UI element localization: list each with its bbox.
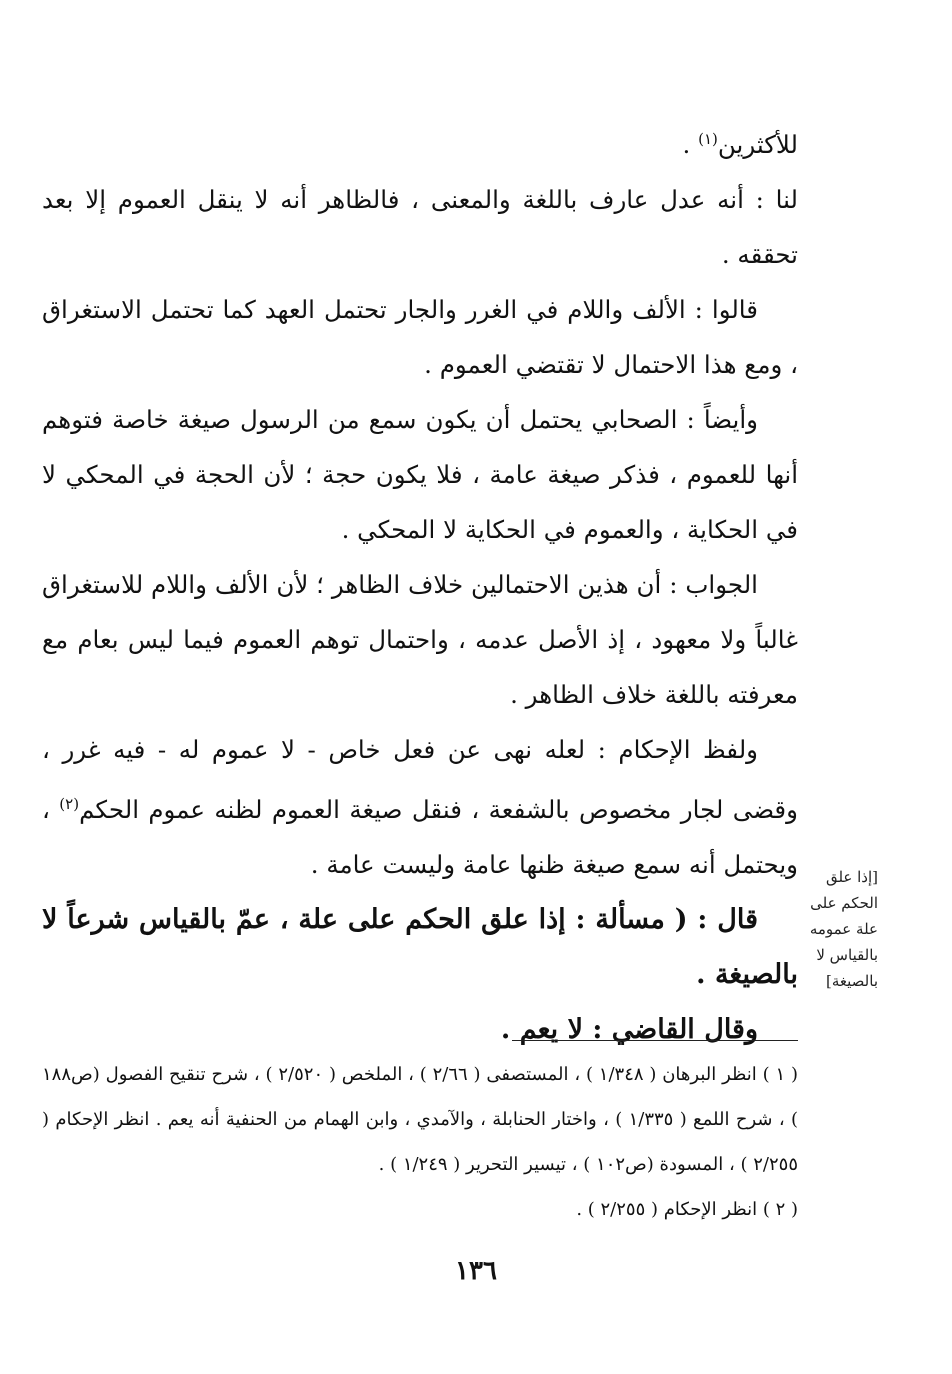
margin-note-line: [إذا علق xyxy=(825,868,878,886)
footnote-divider xyxy=(512,1040,798,1041)
paragraph-1 xyxy=(42,112,798,172)
paragraph-tail: ، ويحتمل أنه سمع صيغة ظنها عامة وليست عامة . xyxy=(42,795,798,880)
margin-note-line: علة عمومه xyxy=(809,920,878,938)
paragraph-5 xyxy=(42,557,798,722)
paragraph-text: للأكثرين xyxy=(717,130,798,160)
paragraph-text: وأيضاً : الصحابي يحتمل أن يكون سمع من الرسول صيغة خاصة فتوهم أنها للعموم ، فذكر صيغة عامة ، فلا يكون حجة ؛ لأن الحجة في المحكي لا في الحكاية ، والعموم في الحكاية لا المحكي . xyxy=(42,405,798,545)
footnote-ref-1[interactable]: (١) xyxy=(698,130,718,148)
margin-note-line: الحكم على xyxy=(810,894,878,912)
paragraph-2 xyxy=(42,172,798,282)
margin-note-line: بالصيغة] xyxy=(826,972,878,990)
paragraph-text: لنا : أنه عدل عارف باللغة والمعنى ، فالظاهر أنه لا ينقل العموم إلا بعد تحققه . xyxy=(42,185,798,270)
paragraph-3 xyxy=(42,282,798,392)
footnote-1: ( ١ ) انظر البرهان ( ١/٣٤٨ ) ، المستصفى ( ٢/٦٦ ) ، الملخص ( ٢/٥٢٠ ) ، شرح تنقيح الفصول (ص١٨٨ ) ، شرح اللمع ( ١/٣٣٥ ) ، واختار الحنابلة ، والآمدي ، وابن الهمام من الحنفية أنه يعم . انظر الإحكام ( ٢/٢٥٥ ) ، المسودة (ص١٠٢ ) ، تيسير التحرير ( ١/٢٤٩ ) . xyxy=(42,1064,798,1175)
paragraph-text: وقال القاضي : لا يعم . xyxy=(500,1014,758,1046)
main-text xyxy=(42,112,798,1057)
paragraph-6 xyxy=(42,722,798,892)
paragraph-text: ولفظ الإحكام : لعله نهى عن فعل خاص - لا عموم له - فيه غرر ، وقضى لجار مخصوص بالشفعة ، فنقل صيغة العموم لظنه عموم الحكم xyxy=(42,735,798,825)
footnotes xyxy=(42,1052,798,1232)
margin-note xyxy=(808,864,878,994)
paragraph-4 xyxy=(42,392,798,557)
paragraph-8-qadi xyxy=(42,1002,798,1057)
paragraph-tail: . xyxy=(682,130,699,160)
paragraph-text: الجواب : أن هذين الاحتمالين خلاف الظاهر ؛ لأن الألف واللام للاستغراق غالباً ولا معهود ، إذ الأصل عدمه ، واحتمال توهم العموم فيما ليس بعام مع معرفته باللغة خلاف الظاهر . xyxy=(42,570,798,710)
paragraph-7-issue xyxy=(42,892,798,1002)
paragraph-text: قالوا : الألف واللام في الغرر والجار تحتمل العهد كما تحتمل الاستغراق ، ومع هذا الاحتمال لا تقتضي العموم . xyxy=(42,295,798,380)
footnote-2: ( ٢ ) انظر الإحكام ( ٢/٢٥٥ ) . xyxy=(576,1199,798,1220)
margin-note-line: بالقياس لا xyxy=(816,946,878,964)
paragraph-text: قال : ( مسألة : إذا علق الحكم على علة ، عمّ بالقياس شرعاً لا بالصيغة . xyxy=(42,904,798,991)
footnote-ref-2[interactable]: (٢) xyxy=(59,795,80,814)
page-number: ١٣٦ xyxy=(455,1256,497,1286)
